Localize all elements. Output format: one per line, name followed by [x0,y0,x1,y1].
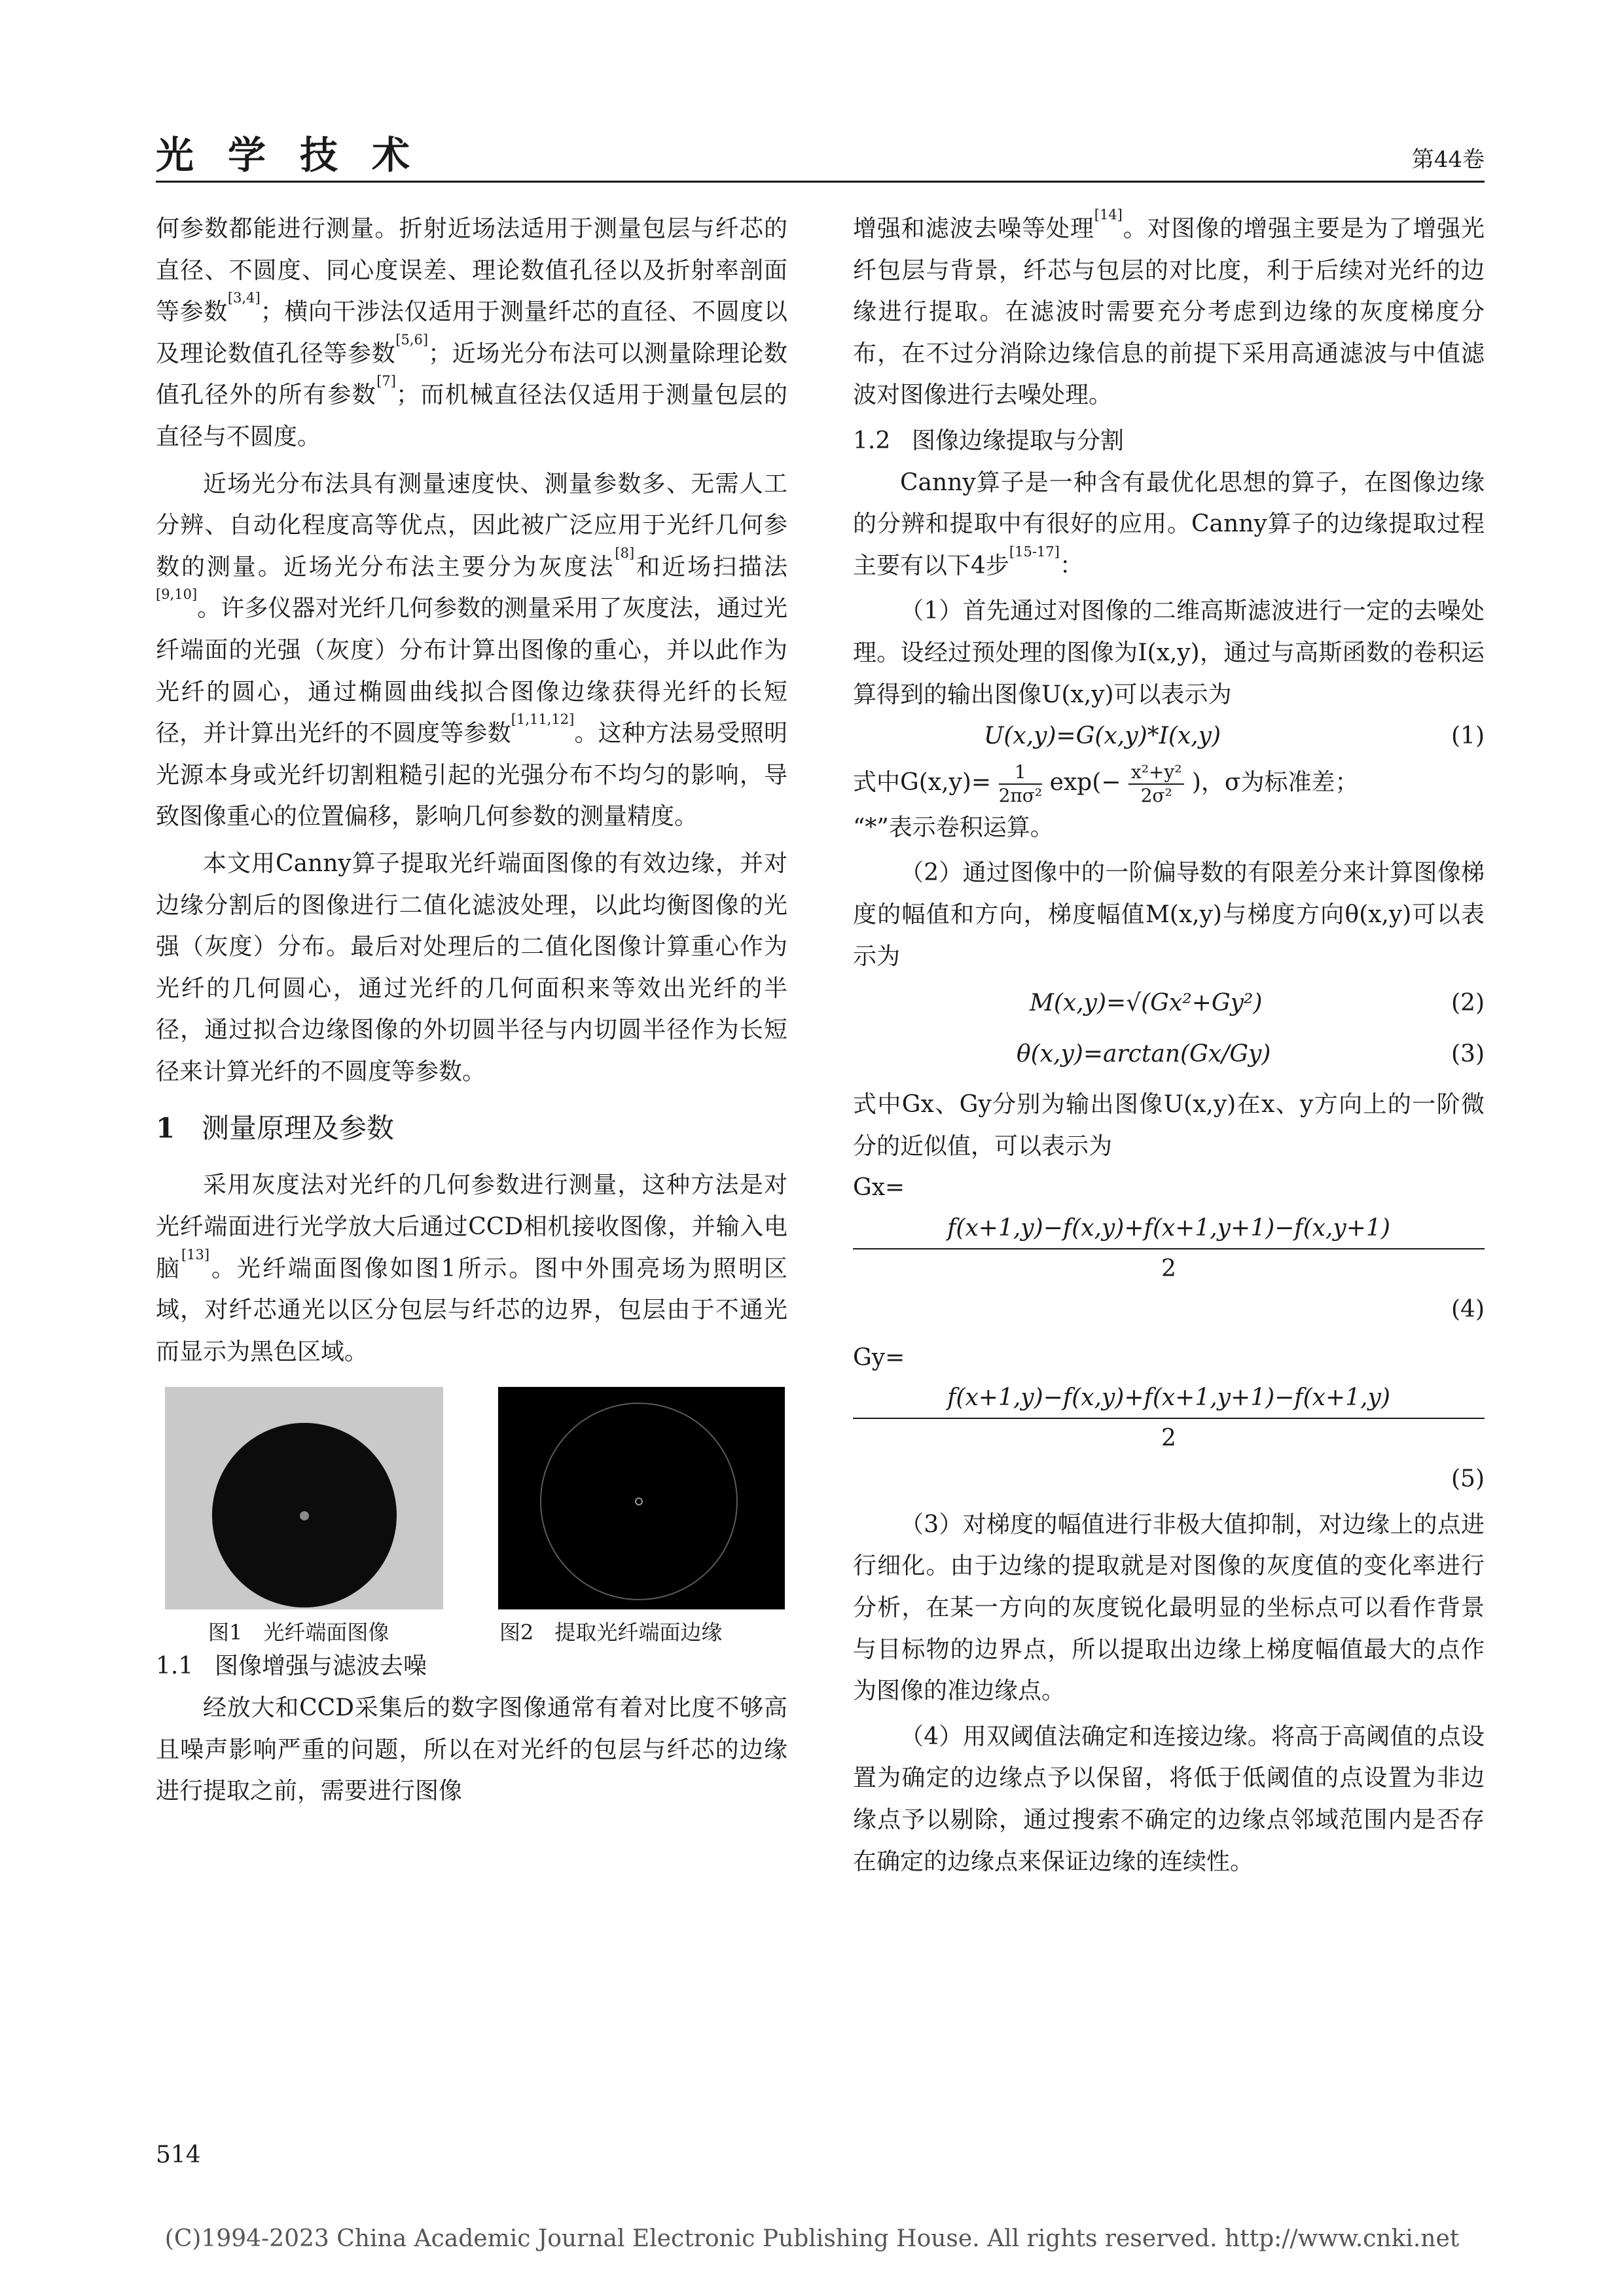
citation: [5,6] [395,331,429,348]
citation: [7] [376,373,396,389]
subsection-heading: 1.2 图像边缘提取与分割 [853,427,1125,454]
equation-3: θ(x,y)=arctan(Gx/Gy) (3) [1017,1040,1485,1067]
citation: [8] [615,545,635,561]
citation: [15-17] [1009,543,1060,560]
volume-label: 第44卷 [1411,147,1485,173]
paragraph: （3）对梯度的幅值进行非极大值抑制，对边缘上的点进行细化。由于边缘的提取就是对图像的灰度值的变化率进行分析，在某一方向的灰度锐化最明显的坐标点可以看作背景与目标物的边界点，所以提取出边缘上梯度幅值最大的点作为图像的准边缘点。 [853,1511,1485,1705]
paragraph: 近场光分布法具有测量速度快、测量参数多、无需人工分辨、自动化程度高等优点，因此被广泛应用于光纤几何参数的测量。近场光分布法主要分为灰度法[8]和近场扫描法[9,10]。许多仪器对光纤几何参数的测量采用了灰度法，通过光纤端面的光强（灰度）分布计算出图像的重心，并以此作为光纤的圆心，通过椭圆曲线拟合图像边缘获得光纤的长短径，并计算出光纤的不圆度等参数[1,11,12]。这种方法易受照明光源本身或光纤切割粗糙引起的光强分布不均匀的影响，导致图像重心的位置偏移，影响几何参数的测量精度。 [156,470,787,831]
paragraph: Canny算子是一种含有最优化思想的算子，在图像边缘的分辨和提取中有很好的应用。Canny算子的边缘提取过程主要有以下4步[15-17]： [853,469,1485,579]
equation-1: U(x,y)=G(x,y)*I(x,y) (1) [984,723,1485,750]
citation: [14] [1094,207,1123,223]
journal-title: 光学技术 [156,133,444,177]
figure-2-edge-image [498,1387,785,1609]
paragraph: 采用灰度法对光纤的几何参数进行测量，这种方法是对光纤端面进行光学放大后通过CCD相机接收图像，并输入电脑[13]。光纤端面图像如图1所示。图中外围亮场为照明区域，对纤芯通光以区分包层与纤芯的边界，包层由于不通光而显示为黑色区域。 [156,1172,787,1365]
running-header [156,124,1485,183]
header-rule [156,181,1485,183]
paragraph: 何参数都能进行测量。折射近场法适用于测量包层与纤芯的直径、不圆度、同心度误差、理论数值孔径以及折射率剖面等参数[3,4]；横向干涉法仅适用于测量纤芯的直径、不圆度以及理论数值孔径等参数[5,6]；近场光分布法可以测量除理论数值孔径外的所有参数[7]；而机械直径法仅适用于测量包层的直径与不圆度。 [156,215,787,450]
citation: [1,11,12] [511,711,575,728]
paragraph: 式中Gx、Gy分别为输出图像U(x,y)在x、y方向上的一阶微分的近似值，可以表示为 [853,1091,1485,1160]
copyright-footer: (C)1994-2023 China Academic Journal Electronic Publishing House. All rights reserved. http://www.cnki.net [164,2225,1460,2252]
gaussian-definition: 式中G(x,y)= $\frac{1}{\text{2πσ²}}$ exp(− $\frac{\text{x²+y²}}{\text{2σ²}}$ )，σ为标准差； [853,761,1359,806]
citation: [3,4] [227,290,261,306]
paragraph: （1）首先通过对图像的二维高斯滤波进行一定的去噪处理。设经过预处理的图像为I(x,y)，通过与高斯函数的卷积运算得到的输出图像U(x,y)可以表示为 [853,598,1485,708]
paragraph: 本文用Canny算子提取光纤端面图像的有效边缘，并对边缘分割后的图像进行二值化滤波处理，以此均衡图像的光强（灰度）分布。最后对处理后的二值化图像计算重心作为光纤的几何圆心，通过光纤的几何面积来等效出光纤的半径，通过拟合边缘图像的外切圆半径与内切圆半径作为长短径来计算光纤的不圆度等参数。 [156,850,787,1085]
equation-2: M(x,y)=√(Gx²+Gy²) (2) [1030,990,1485,1017]
figure-1-fiber-end-image [165,1387,443,1609]
figure-1-caption: 图1 光纤端面图像 [208,1620,389,1645]
figure-2-caption: 图2 提取光纤端面边缘 [499,1620,723,1645]
paragraph: 经放大和CCD采集后的数字图像通常有着对比度不够高且噪声影响严重的问题，所以在对光纤的包层与纤芯的边缘进行提取之前，需要进行图像 [156,1695,787,1805]
equation-4: Gx= f(x+1,y)−f(x,y)+f(x+1,y+1)−f(x,y+1) 2 (4) [853,1174,1485,1323]
equation-5: Gy= f(x+1,y)−f(x,y)+f(x+1,y+1)−f(x+1,y) 2 (5) [853,1344,1485,1493]
right-column [853,208,1485,1882]
figure-row [156,1387,787,1645]
citation: [9,10] [156,586,198,603]
subsection-heading: 1.1 图像增强与滤波去噪 [156,1653,427,1680]
section-heading: 1 测量原理及参数 [156,1112,395,1145]
paragraph: （2）通过图像中的一阶偏导数的有限差分来计算图像梯度的幅值和方向，梯度幅值M(x,y)与梯度方向θ(x,y)可以表示为 [853,859,1485,970]
page-number: 514 [156,2142,201,2168]
paragraph: “*”表示卷积运算。 [853,814,1054,841]
paragraph: 增强和滤波去噪等处理[14]。对图像的增强主要是为了增强光纤包层与背景，纤芯与包层的对比度，利于后续对光纤的边缘进行提取。在滤波时需要充分考虑到边缘的灰度梯度分布，在不过分消除边缘信息的前提下采用高通滤波与中值滤波对图像进行去噪处理。 [853,207,1485,409]
citation: [13] [181,1246,210,1263]
paragraph: （4）用双阈值法确定和连接边缘。将高于高阈值的点设置为确定的边缘点予以保留，将低于低阈值的点设置为非边缘点予以剔除，通过搜索不确定的边缘点邻域范围内是否存在确定的边缘点来保证边缘的连续性。 [853,1723,1485,1875]
left-column [156,208,787,1812]
